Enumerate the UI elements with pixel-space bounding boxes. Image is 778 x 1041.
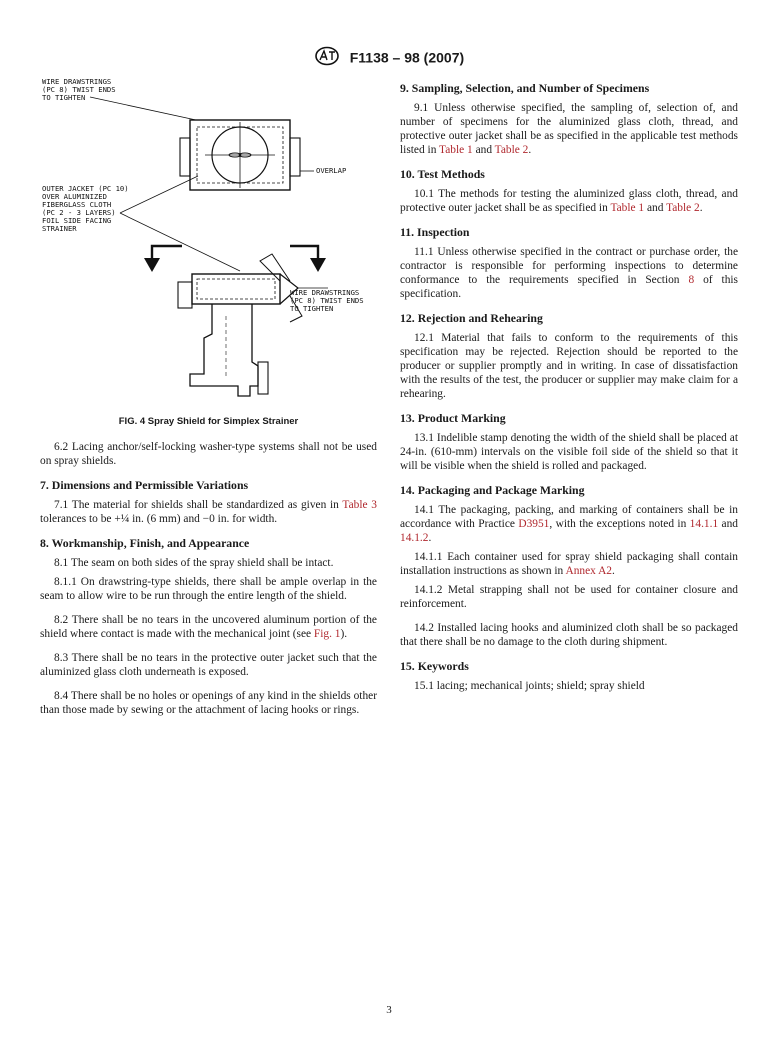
paragraph: 13.1 Indelible stamp denoting the width of the shield shall be placed at 24-in. (610-mm) intervals on the visible foil side of the shield so that it will be visible when the shield is rolled and packaged.: [400, 432, 738, 472]
fig-label: FOIL SIDE FACING: [42, 216, 112, 225]
paragraph: 8.3 There shall be no tears in the protective outer jacket such that the aluminized glass cloth underneath is exposed.: [40, 652, 377, 678]
fig-label: OVERLAP: [316, 166, 347, 175]
fig-label: WIRE DRAWSTRINGS: [42, 77, 112, 86]
paragraph: 8.1 The seam on both sides of the spray shield shall be intact.: [54, 557, 334, 569]
fig-label: FIBERGLASS CLOTH: [42, 200, 112, 209]
paragraph: 11.1 Unless otherwise specified in the contract or purchase order, the contractor is responsible for performing inspections to determine conformance to the requirements specified in Section 8 of this specification.: [400, 246, 738, 300]
link-table-2[interactable]: Table 2: [494, 144, 529, 156]
paragraph: 7.1 The material for shields shall be standardized as given in Table 3 tolerances to be +¼ in. (6 mm) and −0 in. for width.: [40, 499, 377, 525]
paragraph: 6.2 Lacing anchor/self-locking washer-type systems shall not be used on spray shields.: [40, 441, 377, 467]
document-designation: F1138 – 98 (2007): [349, 49, 465, 66]
section-heading: 8. Workmanship, Finish, and Appearance: [40, 536, 250, 550]
paragraph: 14.1.2 Metal strapping shall not be used for container closure and reinforcement.: [400, 584, 738, 610]
section-heading: 15. Keywords: [400, 659, 469, 673]
paragraph: 14.1.1 Each container used for spray shield packaging shall contain installation instructions as shown in Annex A2.: [400, 551, 738, 577]
fig-label: STRAINER: [42, 224, 77, 233]
paragraph: 12.1 Material that fails to conform to the requirements of this specification may be rejected. Rejection should be reported to the producer or supplier promptly and in writing. In case of dissatisfaction with the results of the test, the producer or supplier may make claim for a rehearing.: [400, 332, 738, 400]
fig-label: WIRE DRAWSTRINGS: [290, 288, 360, 297]
astm-logo-icon: [314, 46, 340, 69]
section-heading: 9. Sampling, Selection, and Number of Specimens: [400, 81, 650, 95]
link-14-1-2[interactable]: 14.1.2: [400, 532, 429, 544]
link-table-2[interactable]: Table 2: [666, 202, 700, 214]
paragraph: 14.1 The packaging, packing, and marking of containers shall be in accordance with Practice D3951, with the exceptions noted in 14.1.1 and 14.1.2.: [400, 504, 739, 544]
page-header: [0, 46, 778, 69]
link-d3951[interactable]: D3951: [518, 518, 550, 530]
fig-label: OUTER JACKET (PC 10): [42, 184, 129, 193]
section-heading: 7. Dimensions and Permissible Variations: [40, 478, 249, 492]
figure-4-drawing: [40, 76, 377, 421]
left-column: [40, 440, 377, 722]
fig-label: (PC 8) TWIST ENDS: [42, 85, 116, 94]
section-heading: 12. Rejection and Rehearing: [400, 311, 543, 325]
fig-label: (PC 2 - 3 LAYERS): [42, 208, 116, 217]
paragraph: 10.1 The methods for testing the aluminized glass cloth, thread, and protective outer jacket shall be as specified in Table 1 and Table 2.: [400, 188, 738, 214]
right-column: [400, 72, 738, 698]
page-number: 3: [386, 1004, 392, 1016]
paragraph: 8.1.1 On drawstring-type shields, there shall be ample overlap in the seam to allow wire to be run through the entire length of the shield.: [40, 576, 377, 602]
link-table-1[interactable]: Table 1: [610, 202, 645, 214]
fig-label: TO TIGHTEN: [290, 304, 334, 313]
link-table-1[interactable]: Table 1: [439, 144, 473, 156]
paragraph: 8.4 There shall be no holes or openings of any kind in the shields other than those made by sewing or the attachment of lacing hooks or rings.: [40, 690, 377, 716]
link-fig-1[interactable]: Fig. 1: [313, 628, 341, 640]
section-heading: 10. Test Methods: [400, 167, 485, 181]
figure-caption: FIG. 4 Spray Shield for Simplex Strainer: [118, 416, 299, 427]
link-14-1-1[interactable]: 14.1.1: [689, 518, 719, 530]
section-heading: 13. Product Marking: [400, 411, 506, 425]
paragraph: 14.2 Installed lacing hooks and aluminized cloth shall be so packaged that there shall be no damage to the cloth during shipment.: [400, 622, 738, 648]
fig-label: OVER ALUMINIZED: [42, 192, 107, 201]
link-section-8[interactable]: 8: [688, 274, 695, 286]
paragraph: 8.2 There shall be no tears in the uncovered aluminum portion of the shield where contact is made with the mechanical joint (see Fig. 1).: [40, 614, 377, 640]
paragraph: 15.1 lacing; mechanical joints; shield; spray shield: [414, 680, 645, 692]
link-annex-a2[interactable]: Annex A2: [565, 565, 612, 577]
link-table-3[interactable]: Table 3: [342, 499, 377, 511]
section-heading: 14. Packaging and Package Marking: [400, 483, 585, 497]
section-heading: 11. Inspection: [400, 225, 470, 239]
paragraph: 9.1 Unless otherwise specified, the sampling of, selection of, and number of specimens for the aluminized glass cloth, thread, and protective outer jacket shall be as specified in the applicable test methods listed in Table 1 and Table 2.: [400, 102, 738, 156]
fig-label: TO TIGHTEN: [42, 93, 86, 102]
fig-label: (PC 8) TWIST ENDS: [290, 296, 364, 305]
